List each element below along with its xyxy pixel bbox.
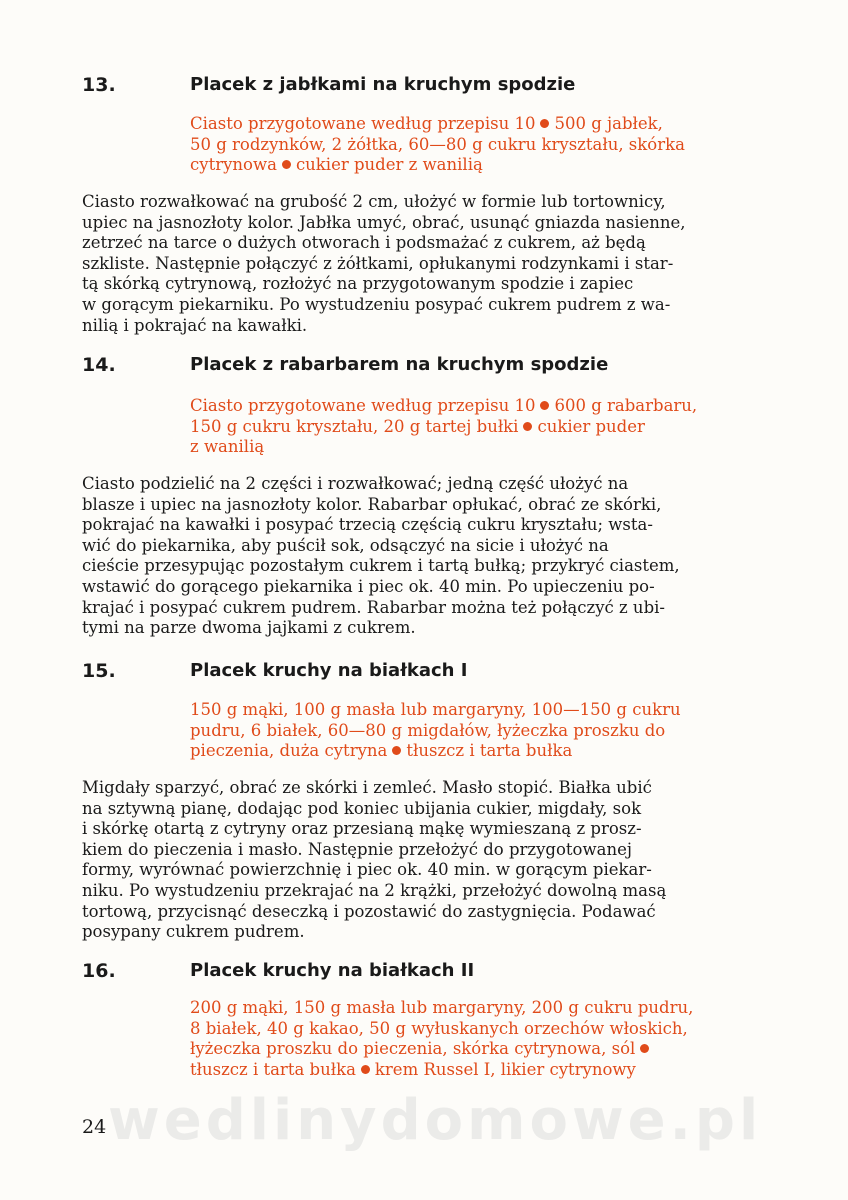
- bullet-icon: [540, 119, 549, 128]
- bullet-icon: [540, 401, 549, 410]
- method-line: wić do piekarnika, aby puścił sok, odsączyć na sicie i ułożyć na: [82, 535, 609, 555]
- method-line: nilią i pokrajać na kawałki.: [82, 315, 308, 335]
- method-line: krajać i posypać cukrem pudrem. Rabarbar można też połączyć z ubi-: [82, 597, 665, 617]
- method-line: posypany cukrem pudrem.: [82, 922, 305, 942]
- ingredient-line: cytrynowa cukier puder z wanilią: [190, 155, 483, 174]
- ingredient-line: Ciasto przygotowane według przepisu 10 600 g rabarbaru,: [190, 396, 698, 415]
- ingredients-list: [190, 998, 790, 1080]
- method-line: Ciasto rozwałkować na grubość 2 cm, ułożyć w formie lub tortownicy,: [82, 192, 666, 211]
- ingredients-list: [190, 396, 790, 458]
- ingredient-line: pudru, 6 białek, 60—80 g migdałów, łyżeczka proszku do: [190, 720, 666, 740]
- ingredient-line: pieczenia, duża cytryna tłuszcz i tarta bułka: [190, 741, 573, 760]
- method-line: na sztywną pianę, dodając pod koniec ubijania cukier, migdały, sok: [82, 798, 642, 818]
- method-line: wstawić do gorącego piekarnika i piec ok. 40 min. Po upieczeniu po-: [82, 576, 655, 596]
- recipe-header: [0, 72, 848, 102]
- ingredient-line: 150 g cukru kryształu, 20 g tartej bułki cukier puder: [190, 416, 645, 436]
- ingredients-list: [190, 700, 790, 762]
- ingredient-line: tłuszcz i tarta bułka krem Russel I, likier cytrynowy: [190, 1059, 636, 1079]
- ingredient-line: z wanilią: [190, 437, 265, 456]
- method-line: i skórkę otartą z cytryny oraz przesianą mąkę wymieszaną z prosz-: [82, 819, 642, 839]
- recipe-title: Placek kruchy na białkach II: [190, 960, 475, 981]
- recipe-header: [0, 958, 848, 988]
- recipe-header: [0, 352, 848, 382]
- method-text: [82, 474, 772, 639]
- method-text: [82, 778, 772, 943]
- method-line: niku. Po wystudzeniu przekrajać na 2 krążki, przełożyć dowolną masą: [82, 880, 667, 900]
- method-text: [82, 192, 772, 336]
- method-line: formy, wyrównać powierzchnię i piec ok. 40 min. w gorącym piekar-: [82, 860, 652, 880]
- method-line: tortową, przycisnąć deseczką i pozostawić do zastygnięcia. Podawać: [82, 901, 656, 921]
- recipe-number: 16.: [82, 960, 116, 982]
- recipe-number: 15.: [82, 660, 116, 682]
- method-line: tymi na parze dwoma jajkami z cukrem.: [82, 618, 416, 638]
- bullet-icon: [361, 1065, 370, 1074]
- method-line: w gorącym piekarniku. Po wystudzeniu posypać cukrem pudrem z wa-: [82, 294, 671, 314]
- method-line: zetrzeć na tarce o dużych otworach i podsmażać z cukrem, aż będą: [82, 233, 646, 253]
- ingredient-line: 200 g mąki, 150 g masła lub margaryny, 200 g cukru pudru,: [190, 998, 694, 1017]
- ingredient-line: 8 białek, 40 g kakao, 50 g wyłuskanych orzechów włoskich,: [190, 1018, 688, 1038]
- recipe-title: Placek z jabłkami na kruchym spodzie: [190, 74, 576, 95]
- page-number: 24: [82, 1116, 107, 1138]
- recipe-number: 14.: [82, 354, 116, 376]
- bullet-icon: [523, 422, 532, 431]
- method-line: Migdały sparzyć, obrać ze skórki i zemleć. Masło stopić. Białka ubić: [82, 778, 652, 797]
- ingredient-line: 150 g mąki, 100 g masła lub margaryny, 100—150 g cukru: [190, 700, 681, 719]
- recipe-number: 13.: [82, 74, 116, 96]
- method-line: kiem do pieczenia i masło. Następnie przełożyć do przygotowanej: [82, 839, 632, 859]
- ingredients-list: [190, 114, 790, 176]
- bullet-icon: [392, 746, 401, 755]
- method-line: cieście przesypując pozostałym cukrem i tartą bułką; przykryć ciastem,: [82, 556, 680, 576]
- ingredient-line: 50 g rodzynków, 2 żółtka, 60—80 g cukru kryształu, skórka: [190, 134, 685, 154]
- recipe-title: Placek z rabarbarem na kruchym spodzie: [190, 354, 609, 375]
- recipe-header: [0, 658, 848, 688]
- method-line: szkliste. Następnie połączyć z żółtkami, opłukanymi rodzynkami i star-: [82, 253, 674, 273]
- method-line: upiec na jasnozłoty kolor. Jabłka umyć, obrać, usunąć gniazda nasienne,: [82, 212, 686, 232]
- bullet-icon: [640, 1044, 649, 1053]
- method-line: blasze i upiec na jasnozłoty kolor. Rabarbar opłukać, obrać ze skórki,: [82, 494, 662, 514]
- ingredient-line: Ciasto przygotowane według przepisu 10 500 g jabłek,: [190, 114, 663, 133]
- recipe-title: Placek kruchy na białkach I: [190, 660, 468, 681]
- ingredient-line: łyżeczka proszku do pieczenia, skórka cytrynowa, sól: [190, 1039, 790, 1060]
- method-line: pokrajać na kawałki i posypać trzecią częścią cukru kryształu; wsta-: [82, 515, 653, 535]
- bullet-icon: [282, 160, 291, 169]
- watermark: wedlinydomowe.pl: [108, 1088, 763, 1153]
- method-line: tą skórką cytrynową, rozłożyć na przygotowanym spodzie i zapiec: [82, 274, 634, 294]
- method-line: Ciasto podzielić na 2 części i rozwałkować; jedną część ułożyć na: [82, 474, 629, 493]
